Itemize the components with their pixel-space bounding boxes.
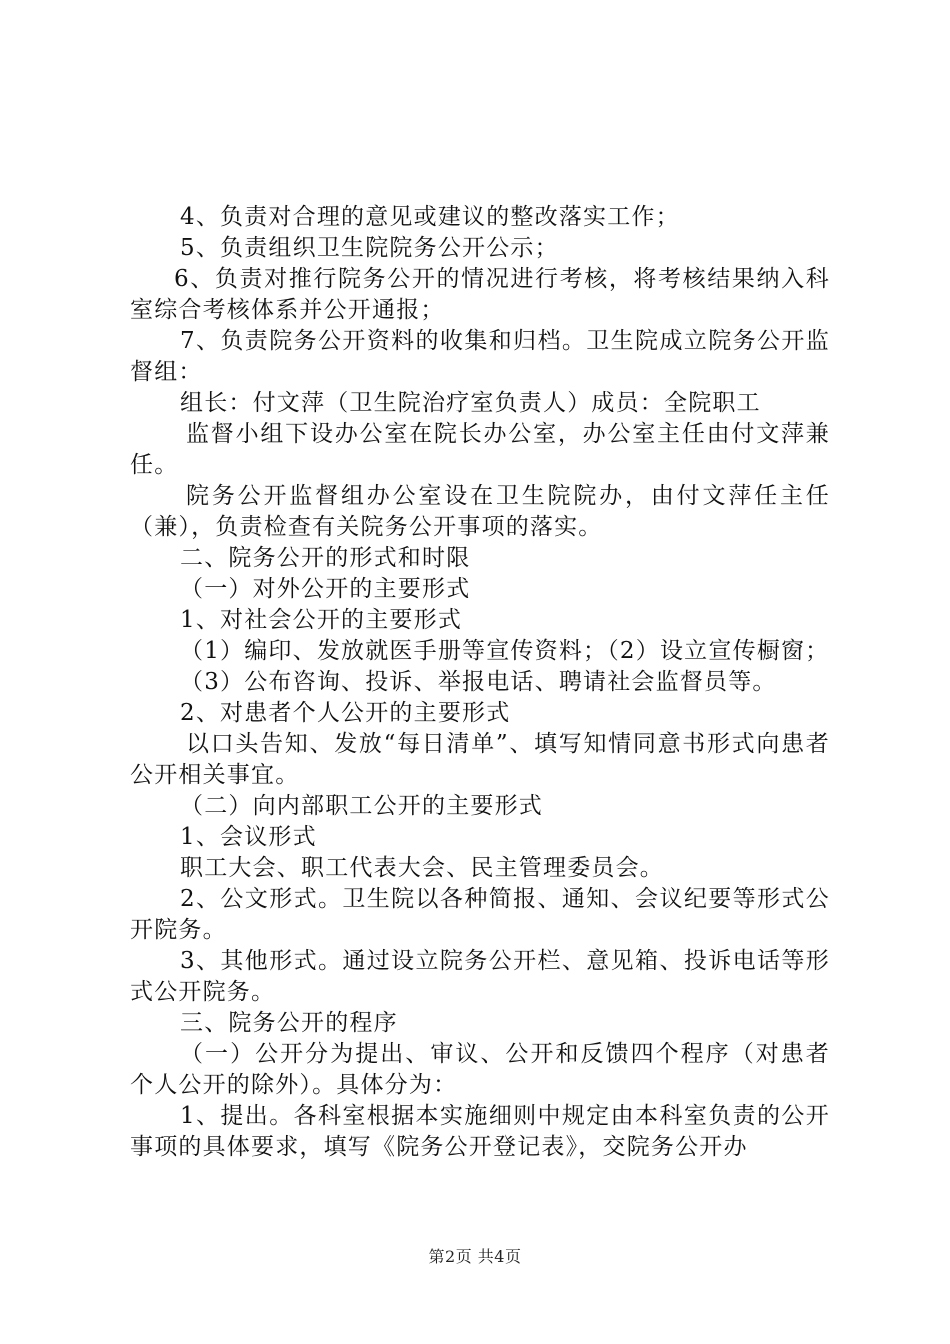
paragraph: 院务公开监督组办公室设在卫生院院办，由付文萍任主任（兼），负责检查有关院务公开事项的落实。 bbox=[130, 483, 830, 540]
paragraph: 5、负责组织卫生院院务公开公示； bbox=[180, 235, 559, 261]
paragraph: 监督小组下设办公室在院长办公室，办公室主任由付文萍兼任。 bbox=[130, 421, 830, 478]
paragraph: 组长：付文萍（卫生院治疗室负责人）成员：全院职工 bbox=[180, 390, 761, 416]
paragraph: 3、其他形式。通过设立院务公开栏、意见箱、投诉电话等形式公开院务。 bbox=[130, 948, 830, 1005]
paragraph: 以口头告知、发放“每日清单”、填写知情同意书形式向患者公开相关事宜。 bbox=[130, 731, 830, 788]
paragraph: （3）公布咨询、投诉、举报电话、聘请社会监督员等。 bbox=[180, 669, 777, 695]
paragraph: 1、对社会公开的主要形式 bbox=[180, 607, 463, 633]
paragraph: 1、会议形式 bbox=[180, 824, 317, 850]
subsection-heading: （二）向内部职工公开的主要形式 bbox=[180, 793, 543, 819]
paragraph: 6、负责对推行院务公开的情况进行考核，将考核结果纳入科室综合考核体系并公开通报； bbox=[130, 266, 830, 323]
paragraph: （1）编印、发放就医手册等宣传资料；（2）设立宣传橱窗； bbox=[180, 638, 830, 664]
paragraph: 1、提出。各科室根据本实施细则中规定由本科室负责的公开事项的具体要求，填写《院务公开登记表》，交院务公开办 bbox=[130, 1103, 830, 1160]
page-number-label: 第2页 共4页 bbox=[428, 1247, 522, 1266]
document-body bbox=[130, 202, 830, 1163]
paragraph: 2、公文形式。卫生院以各种简报、通知、会议纪要等形式公开院务。 bbox=[130, 886, 830, 943]
paragraph: 7、负责院务公开资料的收集和归档。卫生院成立院务公开监督组： bbox=[130, 328, 830, 385]
page-footer bbox=[0, 1244, 950, 1267]
paragraph: 职工大会、职工代表大会、民主管理委员会。 bbox=[180, 855, 664, 881]
subsection-heading: （一）对外公开的主要形式 bbox=[180, 576, 471, 602]
paragraph: （一）公开分为提出、审议、公开和反馈四个程序（对患者个人公开的除外）。具体分为： bbox=[130, 1041, 830, 1098]
section-heading: 三、院务公开的程序 bbox=[180, 1010, 398, 1036]
paragraph: 2、对患者个人公开的主要形式 bbox=[180, 700, 511, 726]
section-heading: 二、院务公开的形式和时限 bbox=[180, 545, 471, 571]
paragraph: 4、负责对合理的意见或建议的整改落实工作； bbox=[180, 204, 680, 230]
